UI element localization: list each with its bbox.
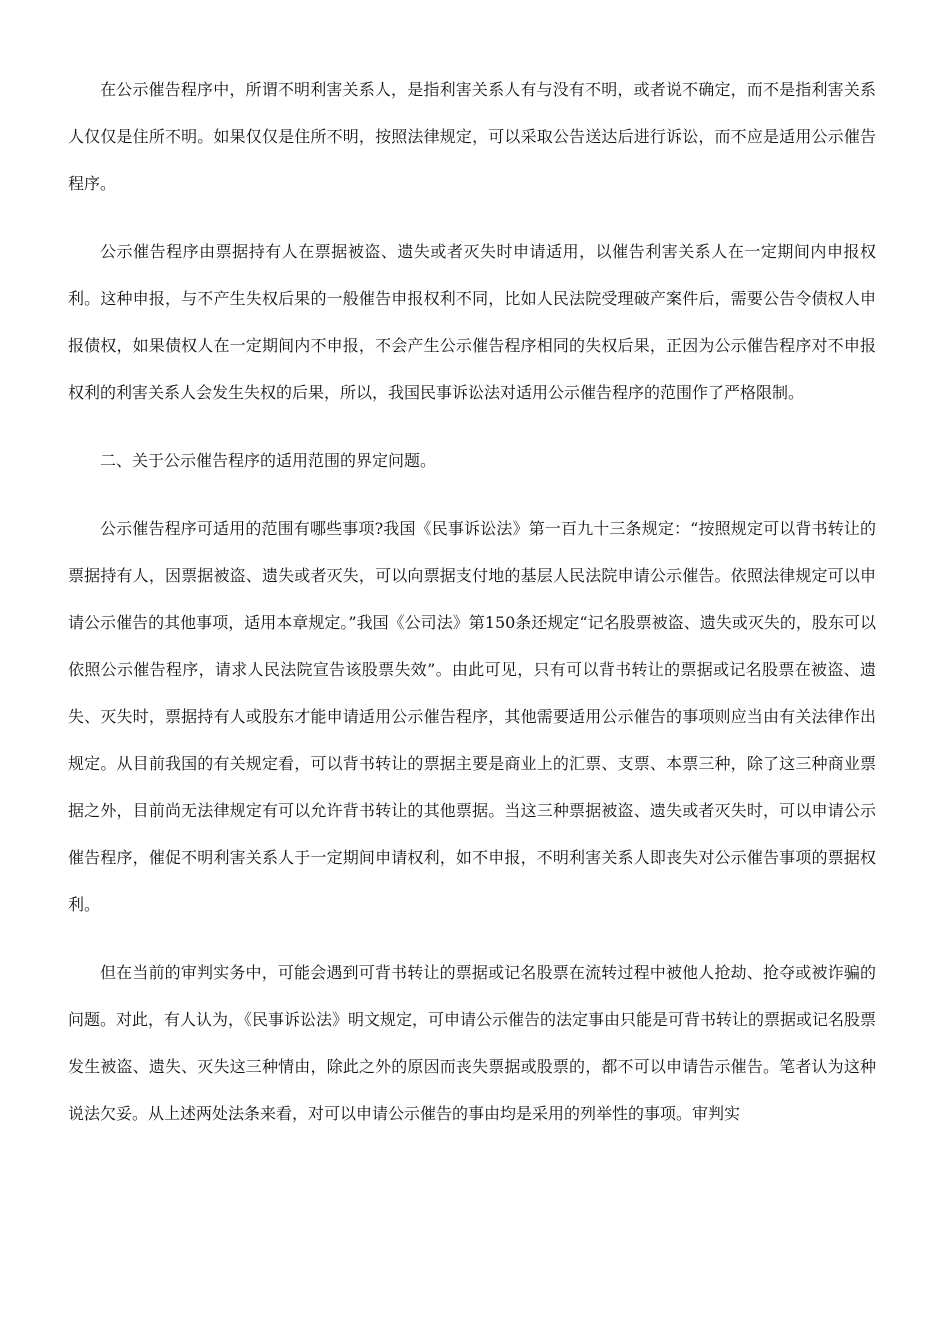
paragraph-2: 公示催告程序由票据持有人在票据被盗、遗失或者灭失时申请适用，以催告利害关系人在一定期间内申报权利。这种申报，与不产生失权后果的一般催告申报权利不同，比如人民法院受理破产案件后，需要公告令债权人申报债权，如果债权人在一定期间内不申报，不会产生公示催告程序相同的失权后果，正因为公示催告程序对不申报权利的利害关系人会发生失权的后果，所以，我国民事诉讼法对适用公示催告程序的范围作了严格限制。 xyxy=(68,242,876,402)
paragraph-4: 但在当前的审判实务中，可能会遇到可背书转让的票据或记名股票在流转过程中被他人抢劫、抢夺或被诈骗的问题。对此，有人认为，《民事诉讼法》明文规定，可申请公示催告的法定事由只能是可背书转让的票据或记名股票发生被盗、遗失、灭失这三种情由，除此之外的原因而丧失票据或股票的，都不可以申请告示催告。笔者认为这种说法欠妥。从上述两处法条来看，对可以申请公示催告的事由均是采用的列举性的事项。审判实 xyxy=(68,963,877,1123)
section-heading: 二、关于公示催告程序的适用范围的界定问题。 xyxy=(100,451,437,470)
paragraph-3: 公示催告程序可适用的范围有哪些事项?我国《民事诉讼法》第一百九十三条规定：“按照规定可以背书转让的票据持有人，因票据被盗、遗失或者灭失，可以向票据支付地的基层人民法院申请公示催告。依照法律规定可以申请公示催告的其他事项，适用本章规定。”我国《公司法》第150条还规定“记名股票被盗、遗失或灭失的，股东可以依照公示催告程序，请求人民法院宣告该股票失效”。由此可见，只有可以背书转让的票据或记名股票在被盗、遗失、灭失时，票据持有人或股东才能申请适用公示催告程序，其他需要适用公示催告的事项则应当由有关法律作出规定。从目前我国的有关规定看，可以背书转让的票据主要是商业上的汇票、支票、本票三种，除了这三种商业票据之外，目前尚无法律规定有可以允许背书转让的其他票据。当这三种票据被盗、遗失或者灭失时，可以申请公示催告程序，催促不明利害关系人于一定期间申请权利，如不申报，不明利害关系人即丧失对公示催告事项的票据权利。 xyxy=(68,519,876,914)
paragraph-1: 在公示催告程序中，所谓不明利害关系人，是指利害关系人有与没有不明，或者说不确定，而不是指利害关系人仅仅是住所不明。如果仅仅是住所不明，按照法律规定，可以采取公告送达后进行诉讼，而不应是适用公示催告程序。 xyxy=(68,80,876,193)
document-body xyxy=(68,66,876,1158)
